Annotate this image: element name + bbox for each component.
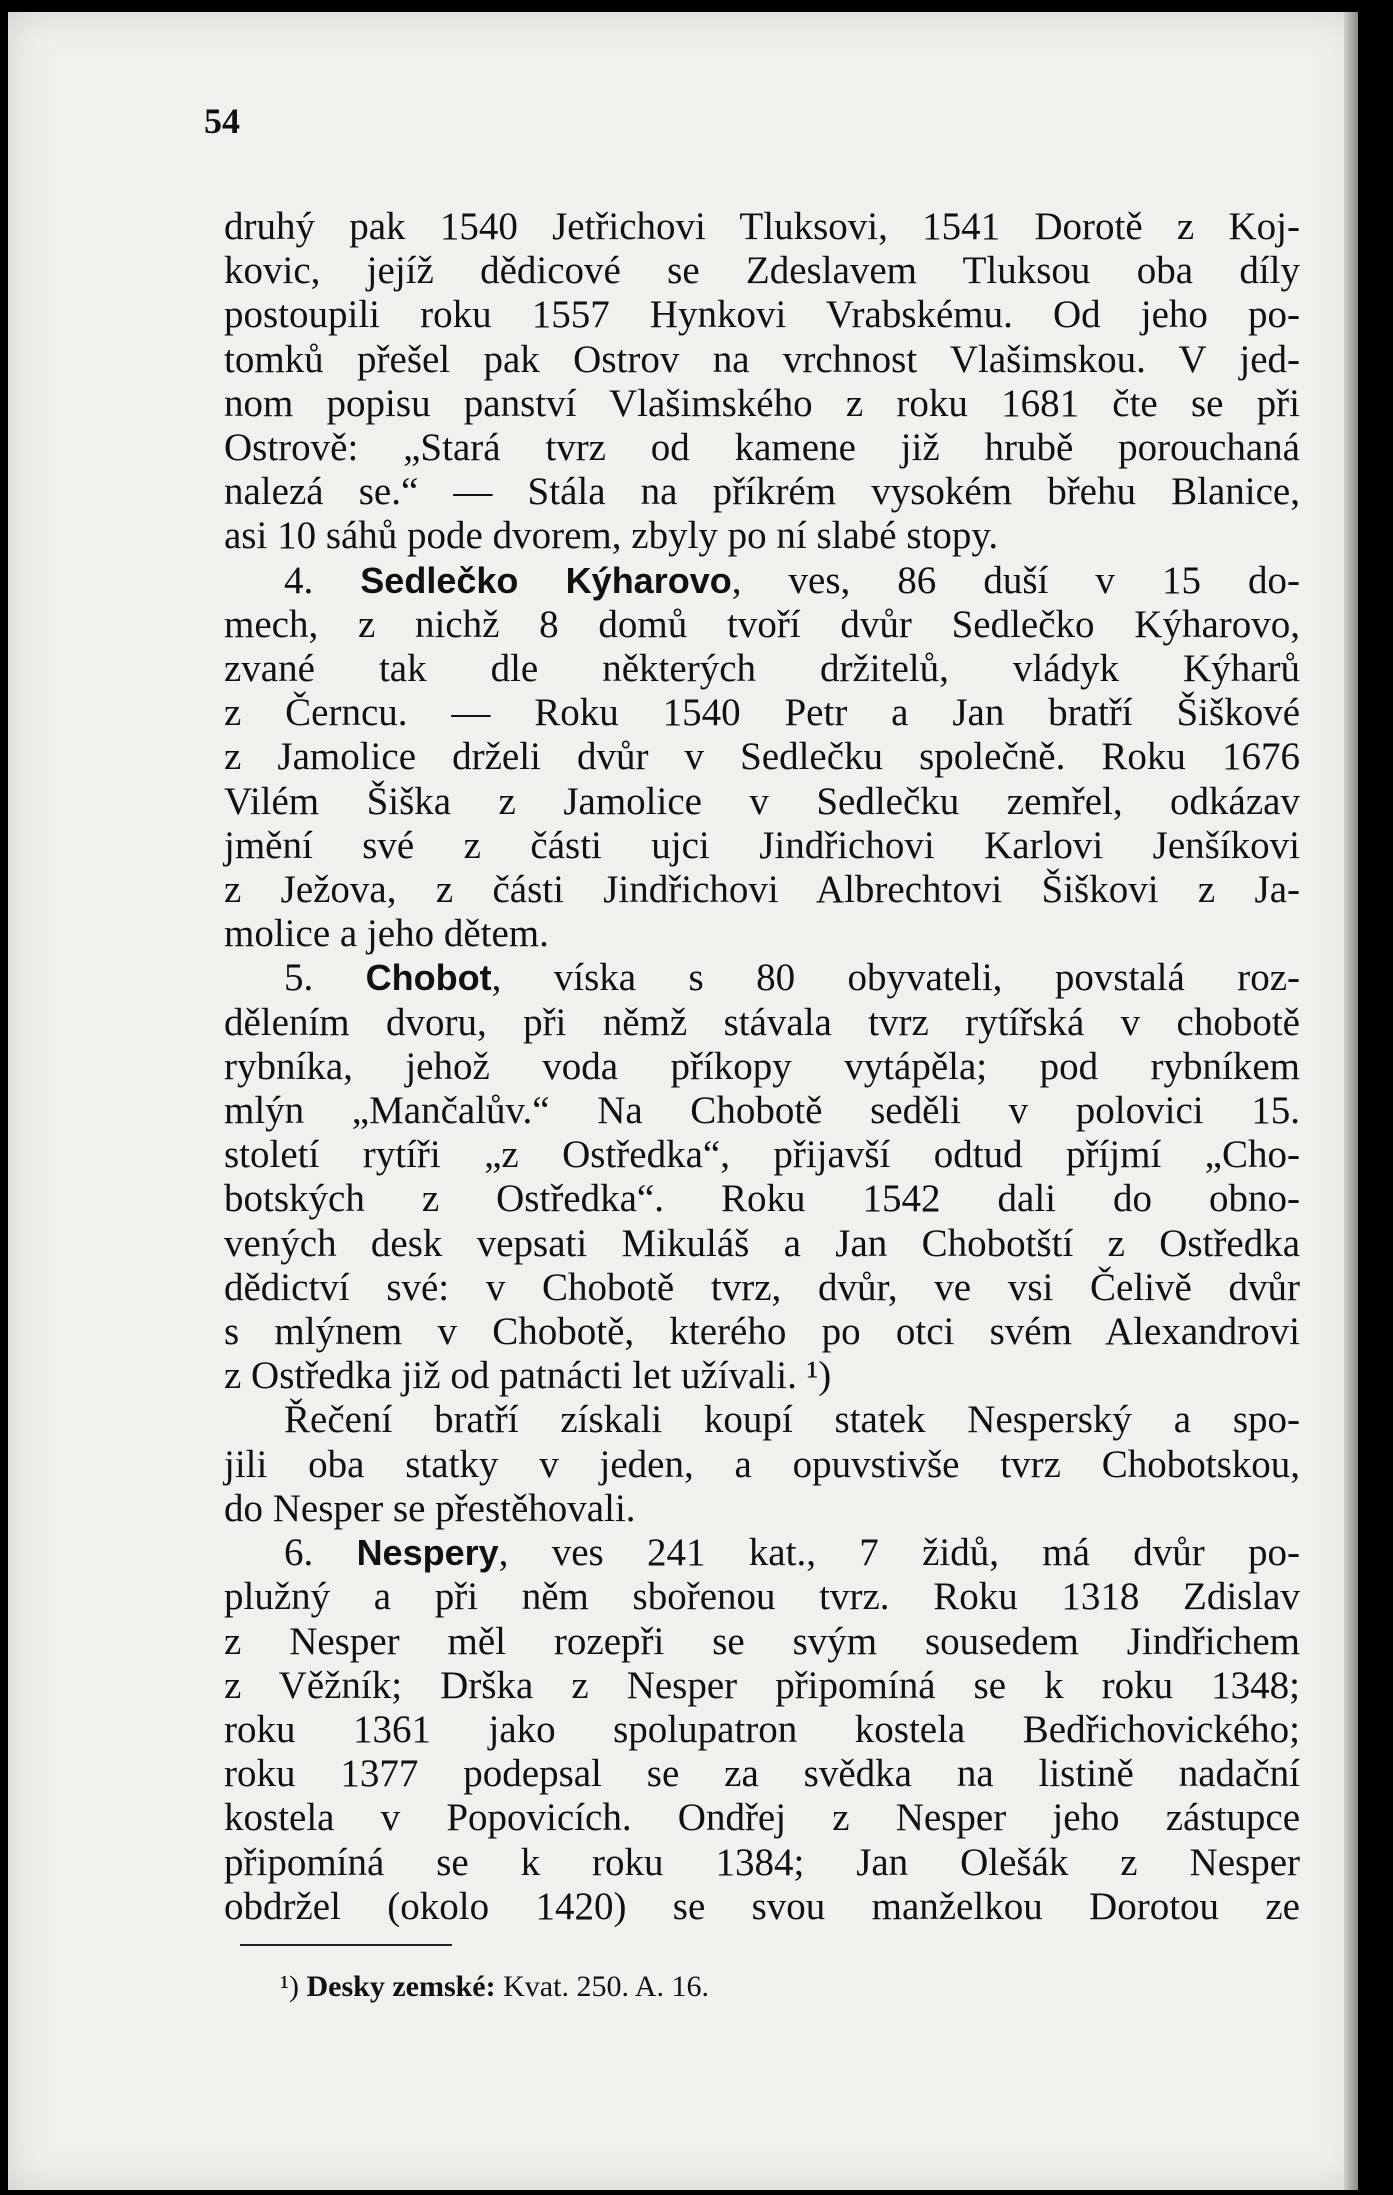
section-number: 5.	[284, 956, 314, 1000]
section-heading-line	[224, 1531, 1300, 1575]
section-heading-line	[224, 559, 1300, 603]
scan-edge	[1344, 12, 1358, 2190]
text-line: , ves 241 kat., 7 židů, má dvůr po-	[498, 1531, 1300, 1575]
text-line: tomků přešel pak Ostrov na vrchnost Vlašimskou. V jed-	[224, 337, 1300, 381]
text-line: nalezá se.“ — Stála na příkrém vysokém břehu Blanice,	[224, 470, 1300, 514]
text-line: Ostrově: „Stará tvrz od kamene již hrubě porouchaná	[224, 426, 1300, 470]
text-line: z Ježova, z části Jindřichovi Albrechtovi Šiškovi z Ja-	[224, 868, 1300, 912]
text-line: molice a jeho dětem.	[224, 912, 549, 956]
footnote-marker: ¹)	[280, 1970, 299, 2003]
text-line: druhý pak 1540 Jetřichovi Tluksovi, 1541 Dorotě z Koj-	[224, 205, 1300, 248]
place-name: Sedlečko Kýharovo	[360, 559, 732, 601]
text-line: Řečení bratří získali koupí statek Nesperský a spo-	[284, 1398, 1300, 1442]
text-line: postoupili roku 1557 Hynkovi Vrabskému. Od jeho po-	[224, 293, 1300, 337]
text-line: Vilém Šiška z Jamolice v Sedlečku zemřel, odkázav	[224, 779, 1300, 823]
text-line: s mlýnem v Chobotě, kterého po otci svém Alexandrovi	[224, 1310, 1300, 1354]
text-line: jmění své z části ujci Jindřichovi Karlovi Jenšíkovi	[224, 823, 1300, 867]
text-line: roku 1377 podepsal se za svědka na listině nadační	[224, 1752, 1300, 1796]
text-line: botských z Ostředka“. Roku 1542 dali do obno-	[224, 1177, 1300, 1221]
text-line: z Černcu. — Roku 1540 Petr a Jan bratří Šiškové	[224, 691, 1300, 735]
text-line: , ves, 86 duší v 15 do-	[731, 558, 1300, 602]
footnote-divider	[240, 1944, 452, 1946]
section-number: 4.	[284, 558, 314, 602]
text-line: z Jamolice drželi dvůr v Sedlečku společně. Roku 1676	[224, 735, 1300, 779]
text-line: připomíná se k roku 1384; Jan Olešák z Nesper	[224, 1840, 1300, 1884]
place-name: Nespery	[356, 1532, 499, 1574]
text-line: rybníka, jehož voda příkopy vytápěla; pod rybníkem	[224, 1044, 1300, 1088]
text-line: z Nesper měl rozepři se svým sousedem Jindřichem	[224, 1619, 1300, 1663]
text-line: plužný a při něm sbořenou tvrz. Roku 1318 Zdislav	[224, 1575, 1300, 1619]
section-number: 6.	[284, 1531, 314, 1575]
text-line: dělením dvoru, při němž stávala tvrz rytířská v chobotě	[224, 1000, 1300, 1044]
page-number: 54	[204, 101, 240, 141]
text-line: jili oba statky v jeden, a opuvstivše tvrz Chobotskou,	[224, 1442, 1300, 1486]
text-line: kovic, jejíž dědicové se Zdeslavem Tluksou oba díly	[224, 249, 1300, 293]
page-body-text	[224, 205, 1300, 1929]
text-line: z Věžník; Drška z Nesper připomíná se k roku 1348;	[224, 1663, 1300, 1707]
text-line: do Nesper se přestěhovali.	[224, 1486, 636, 1530]
text-line: z Ostředka již od patnácti let užívali. ¹)	[224, 1354, 832, 1398]
text-line: asi 10 sáhů pode dvorem, zbyly po ní slabé stopy.	[224, 514, 999, 558]
footnote	[280, 1970, 709, 2004]
text-line: mech, z nichž 8 domů tvoří dvůr Sedlečko Kýharovo,	[224, 602, 1300, 646]
text-line: vených desk vepsati Mikuláš a Jan Chobotští z Ostředka	[224, 1221, 1300, 1265]
text-line: mlýn „Mančalův.“ Na Chobotě seděli v polovici 15.	[224, 1089, 1300, 1133]
place-name: Chobot	[365, 957, 492, 999]
text-line: roku 1361 jako spolupatron kostela Bedřichovického;	[224, 1707, 1300, 1751]
text-line: obdržel (okolo 1420) se svou manželkou Dorotou ze	[224, 1884, 1300, 1928]
text-line: nom popisu panství Vlašimského z roku 1681 čte se při	[224, 381, 1300, 425]
section-heading-line	[224, 956, 1300, 1000]
text-line: zvané tak dle některých držitelů, vládyk Kýharů	[224, 647, 1300, 691]
text-line: dědictví své: v Chobotě tvrz, dvůr, ve vsi Čelivě dvůr	[224, 1265, 1300, 1309]
text-line: , víska s 80 obyvateli, povstalá roz-	[491, 956, 1300, 1000]
text-line: století rytíři „z Ostředka“, přijavší odtud příjmí „Cho-	[224, 1133, 1300, 1177]
footnote-text: Kvat. 250. A. 16.	[503, 1970, 709, 2003]
text-line: kostela v Popovicích. Ondřej z Nesper jeho zástupce	[224, 1796, 1300, 1840]
footnote-label: Desky zemské:	[306, 1970, 496, 2003]
